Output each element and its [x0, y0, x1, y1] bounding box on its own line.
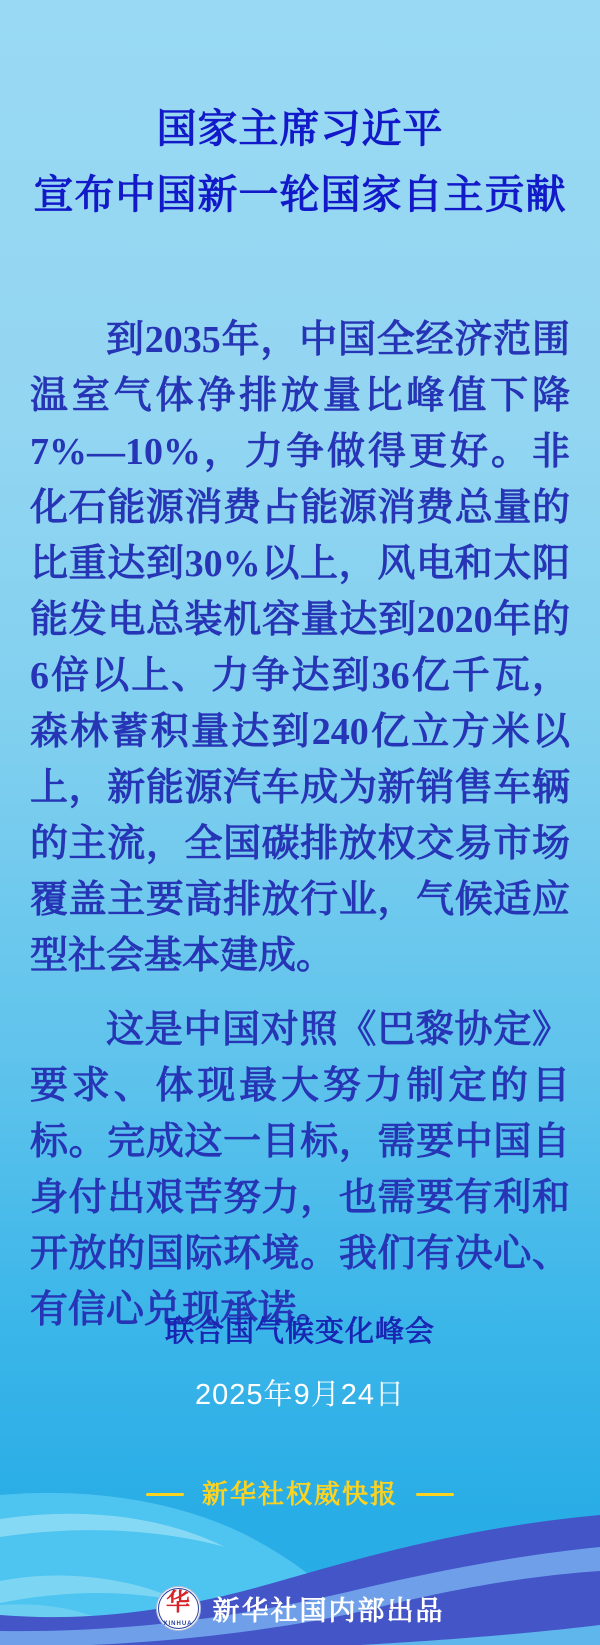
title-line-1: 国家主席习近平 [156, 107, 444, 151]
body-paragraph: 这是中国对照《巴黎协定》要求、体现最大努力制定的目标。完成这一目标，需要中国自身付出艰苦努力，也需要有利和开放的国际环境。我们有决心、有信心兑现承诺。 [30, 1009, 570, 1331]
title-line-2: 宣布中国新一轮国家自主贡献 [33, 173, 567, 217]
body-paragraph: 到2035年，中国全经济范围温室气体净排放量比峰值下降7%—10%，力争做得更好。非化石能源消费占能源消费总量的比重达到30%以上，风电和太阳能发电总装机容量达到2020年的6倍以上、力争达到36亿千瓦，森林蓄积量达到240亿立方米以上，新能源汽车成为新销售车辆的主流，全国碳排放权交易市场覆盖主要高排放行业，气候适应型社会基本建成。 [30, 319, 570, 977]
banner-label: 新华社权威快报 [201, 1479, 398, 1509]
credit-row [0, 1586, 600, 1631]
event-date: 2025年9月24日 [195, 1379, 405, 1411]
logo-word: XINHUA [163, 1621, 193, 1627]
banner-dash-left [146, 1493, 184, 1496]
logo-emblem: 华 [166, 1590, 190, 1616]
xinhua-logo-icon [156, 1586, 201, 1631]
article-body [30, 312, 570, 1338]
banner-dash-right [416, 1493, 454, 1496]
page-title [0, 0, 600, 228]
event-name: 联合国气候变化峰会 [164, 1316, 435, 1348]
credit-label: 新华社国内部出品 [212, 1596, 445, 1626]
agency-banner [0, 1478, 600, 1510]
